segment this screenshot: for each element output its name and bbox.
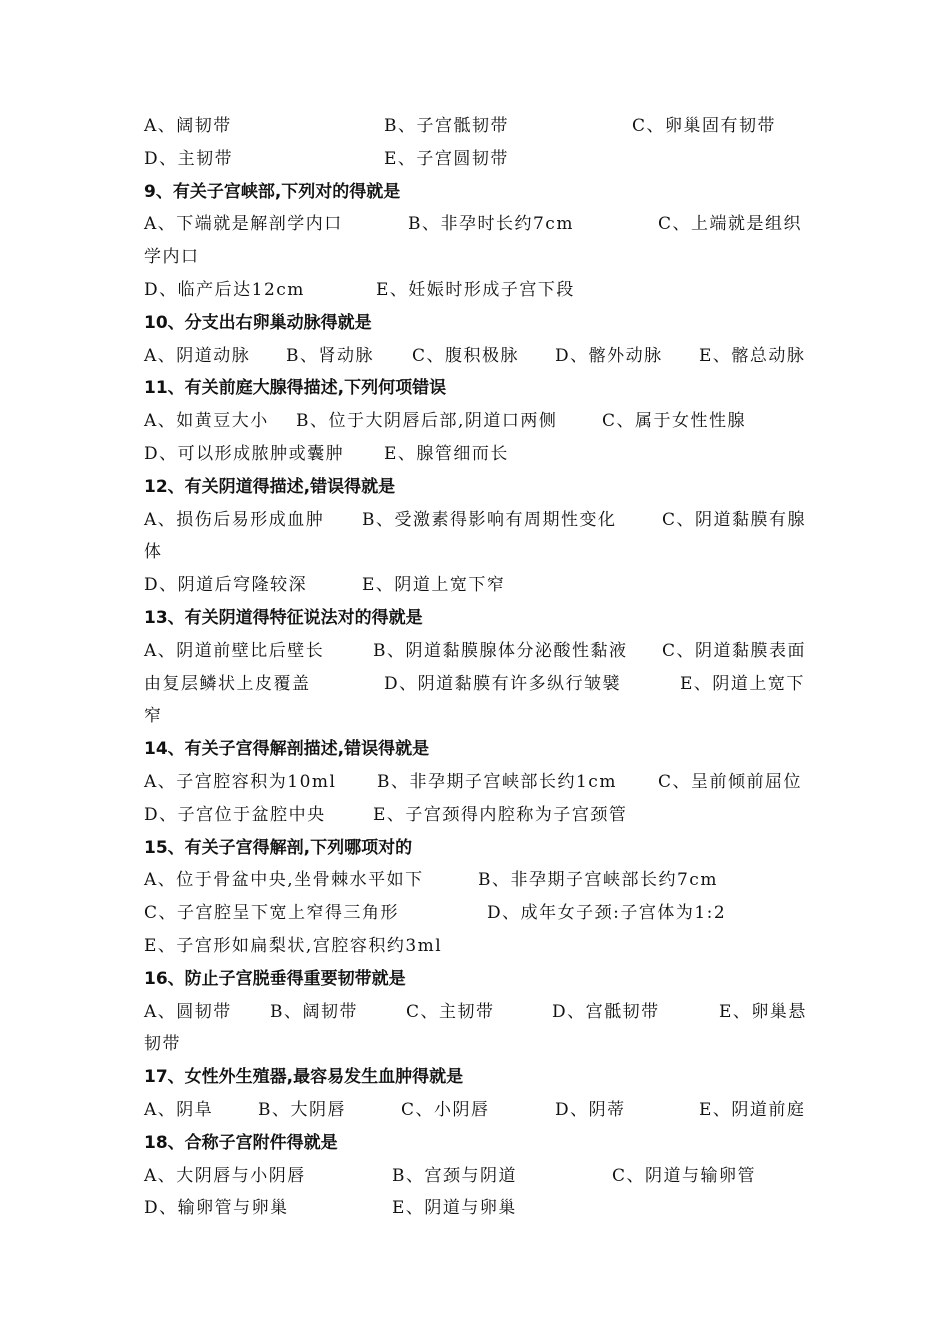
answer-option: E、子宫圆韧带 (384, 148, 509, 169)
answer-option: A、如黄豆大小 (144, 411, 269, 432)
answer-option: C、阴道黏膜有腺 (662, 509, 807, 530)
question-text: 12、有关阴道得描述,错误得就是 (144, 476, 396, 497)
question-title (144, 176, 812, 209)
answer-option: A、损伤后易形成血肿 (144, 509, 325, 530)
answer-option: E、阴道前庭 (699, 1099, 806, 1120)
answer-option: C、腹积极脉 (412, 345, 520, 366)
options-row (144, 799, 812, 832)
question-text: 17、女性外生殖器,最容易发生血肿得就是 (144, 1067, 464, 1088)
options-row (144, 569, 812, 602)
answer-option: E、阴道与卵巢 (392, 1198, 517, 1219)
question-title (144, 1061, 812, 1094)
answer-option: D、子宫位于盆腔中央 (144, 804, 326, 825)
answer-option: B、受激素得影响有周期性变化 (362, 509, 617, 530)
question-text: 10、分支出右卵巢动脉得就是 (144, 312, 372, 333)
options-row (144, 996, 812, 1029)
question-title (144, 471, 812, 504)
question-text: 13、有关阴道得特征说法对的得就是 (144, 607, 423, 628)
question-title (144, 963, 812, 996)
options-row (144, 143, 812, 176)
answer-option: C、子宫腔呈下宽上窄得三角形 (144, 903, 400, 924)
options-row (144, 1192, 812, 1225)
answer-option: B、阴道黏膜腺体分泌酸性黏液 (373, 640, 628, 661)
answer-option: E、阴道上宽下窄 (362, 575, 506, 596)
options-row (144, 340, 812, 373)
answer-option: D、阴道黏膜有许多纵行皱襞 (384, 673, 622, 694)
answer-option: B、位于大阴唇后部,阴道口两侧 (296, 411, 558, 432)
answer-option: A、圆韧带 (144, 1001, 232, 1022)
question-title (144, 372, 812, 405)
option-continuation (144, 930, 812, 963)
answer-option: C、呈前倾前屈位 (658, 771, 803, 792)
document-page (144, 110, 812, 1225)
question-title (144, 832, 812, 865)
options-row (144, 1094, 812, 1127)
answer-option: 由复层鳞状上皮覆盖 (144, 673, 311, 694)
answer-option: D、宫骶韧带 (552, 1001, 660, 1022)
answer-option: E、卵巢悬 (719, 1001, 807, 1022)
options-row (144, 635, 812, 668)
answer-option: A、阴阜 (144, 1099, 214, 1120)
options-row (144, 897, 812, 930)
answer-option: D、主韧带 (144, 148, 234, 169)
answer-option: D、临产后达12cm (144, 279, 305, 300)
answer-option: C、属于女性性腺 (602, 411, 747, 432)
answer-option: D、输卵管与卵巢 (144, 1198, 289, 1219)
option-continuation (144, 536, 812, 569)
question-text: 9、有关子宫峡部,下列对的得就是 (144, 181, 401, 202)
option-text: 学内口 (144, 247, 200, 268)
option-text: E、子宫形如扁梨状,宫腔容积约3ml (144, 935, 443, 956)
answer-option: A、大阴唇与小阴唇 (144, 1165, 306, 1186)
answer-option: B、宫颈与阴道 (392, 1165, 517, 1186)
answer-option: A、下端就是解剖学内口 (144, 214, 343, 235)
answer-option: D、成年女子颈:子宫体为1:2 (487, 903, 727, 924)
answer-option: C、主韧带 (406, 1001, 495, 1022)
question-title (144, 307, 812, 340)
answer-option: B、非孕时长约7cm (408, 214, 574, 235)
question-text: 18、合称子宫附件得就是 (144, 1132, 338, 1153)
options-row (144, 438, 812, 471)
answer-option: E、腺管细而长 (384, 443, 509, 464)
answer-option: C、阴道黏膜表面 (662, 640, 807, 661)
options-row (144, 274, 812, 307)
option-text: 窄 (144, 706, 163, 727)
options-row (144, 766, 812, 799)
question-text: 16、防止子宫脱垂得重要韧带就是 (144, 968, 406, 989)
option-continuation (144, 700, 812, 733)
question-text: 15、有关子宫得解剖,下列哪项对的 (144, 837, 413, 858)
option-text: 体 (144, 542, 163, 563)
answer-option: B、肾动脉 (286, 345, 374, 366)
option-text: 韧带 (144, 1034, 181, 1055)
options-row (144, 1160, 812, 1193)
answer-option: E、髂总动脉 (699, 345, 806, 366)
answer-option: E、子宫颈得内腔称为子宫颈管 (373, 804, 628, 825)
option-continuation (144, 241, 812, 274)
option-continuation (144, 1028, 812, 1061)
answer-option: C、卵巢固有韧带 (632, 116, 777, 136)
answer-option: E、妊娠时形成子宫下段 (376, 279, 575, 300)
options-row (144, 110, 812, 143)
question-title (144, 602, 812, 635)
answer-option: B、大阴唇 (258, 1099, 346, 1120)
answer-option: D、髂外动脉 (555, 345, 663, 366)
answer-option: B、非孕期子宫峡部长约1cm (377, 771, 617, 792)
question-text: 11、有关前庭大腺得描述,下列何项错误 (144, 378, 447, 399)
question-text: 14、有关子宫得解剖描述,错误得就是 (144, 739, 430, 760)
options-row (144, 405, 812, 438)
answer-option: A、阴道动脉 (144, 345, 251, 366)
options-row (144, 504, 812, 537)
answer-option: A、阔韧带 (144, 116, 232, 136)
answer-option: D、阴道后穹隆较深 (144, 575, 308, 596)
answer-option: B、阔韧带 (270, 1001, 358, 1022)
answer-option: A、子宫腔容积为10ml (144, 771, 337, 792)
question-title (144, 733, 812, 766)
answer-option: B、子宫骶韧带 (384, 116, 509, 136)
answer-option: C、阴道与输卵管 (612, 1165, 757, 1186)
question-title (144, 1127, 812, 1160)
answer-option: C、小阴唇 (401, 1099, 490, 1120)
answer-option: A、阴道前壁比后壁长 (144, 640, 325, 661)
options-row (144, 864, 812, 897)
options-row (144, 208, 812, 241)
answer-option: D、可以形成脓肿或囊肿 (144, 443, 345, 464)
answer-option: D、阴蒂 (555, 1099, 626, 1120)
answer-option: C、上端就是组织 (658, 214, 803, 235)
answer-option: A、位于骨盆中央,坐骨棘水平如下 (144, 870, 424, 891)
answer-option: B、非孕期子宫峡部长约7cm (478, 870, 718, 891)
options-row (144, 668, 812, 701)
answer-option: E、阴道上宽下 (680, 673, 805, 694)
